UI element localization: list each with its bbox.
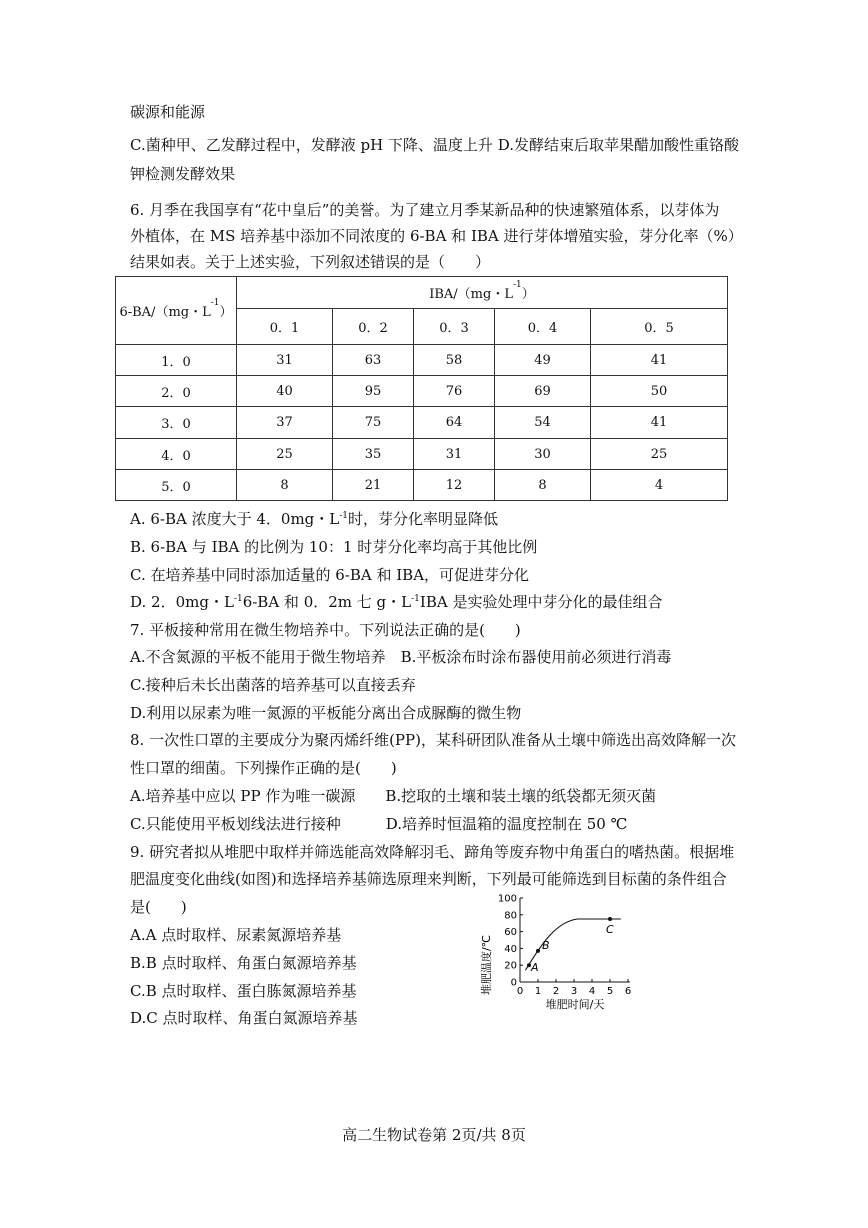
row-label: 3．0: [116, 407, 237, 439]
question-6-stem: 6. 月季在我国享有“花中皇后”的美誉。为了建立月季某新品种的快速繁殖体系，以芽体为: [130, 201, 720, 219]
table-cell: 31: [237, 345, 333, 376]
table-cell: 35: [333, 439, 414, 470]
option-d: D. 2．0mg・$L^{-1}6-BA$ 和 0．2m 七 g・$L^{-1}IBA$ 是实验处理中芽分化的最佳组合: [130, 593, 663, 611]
table-row: [116, 439, 728, 470]
table-row: [116, 345, 728, 376]
option-line: C.只能使用平板划线法进行接种 D.培养时恒温箱的温度控制在 50 ℃: [130, 815, 628, 833]
table-cell: 40: [237, 376, 333, 407]
option-b: B. 6-BA 与 IBA 的比例为 10：1 时芽分化率均高于其他比例: [130, 538, 538, 556]
table-cell: 75: [333, 407, 414, 439]
x-tick-label: 1: [534, 986, 542, 997]
table-row: [116, 376, 728, 407]
compost-temperature-figure: [478, 890, 648, 1015]
col-group-header: IBA/（mg・$L^{-1}$）: [237, 277, 728, 309]
table-row: [116, 407, 728, 439]
text-line: 碳源和能源: [130, 103, 206, 121]
option-line: C.接种后未长出菌落的培养基可以直接丢弃: [130, 676, 416, 694]
option-a: A. 6-BA 浓度大于 4．0mg・$L^{-1}$时，芽分化率明显降低: [130, 510, 499, 528]
row-label: 4．0: [116, 439, 237, 470]
question-9-stem: 9. 研究者拟从堆肥中取样并筛选能高效降解羽毛、蹄角等废弃物中角蛋白的嗜热菌。根据堆: [130, 843, 735, 861]
table-cell: 50: [591, 376, 728, 407]
question-9-stem: 肥温度变化曲线(如图)和选择培养基筛选原理来判断，下列最可能筛选到目标菌的条件组合: [130, 870, 727, 888]
table-cell: 8: [495, 470, 591, 501]
table-cell: 69: [495, 376, 591, 407]
row-label: 2．0: [116, 376, 237, 407]
y-tick-label: 20: [504, 960, 517, 972]
row-header-cell: 6-BA/（mg・$L^{-1}$）: [116, 277, 237, 345]
question-7-stem: 7. 平板接种常用在微生物培养中。下列说法正确的是( ): [130, 621, 521, 639]
option-line: D.利用以尿素为唯一氮源的平板能分离出合成脲酶的微生物: [130, 704, 522, 722]
table-cell: 21: [333, 470, 414, 501]
option-d: D.C 点时取样、角蛋白氮源培养基: [130, 1009, 358, 1027]
table-cell: 95: [333, 376, 414, 407]
option-c: C.B 点时取样、蛋白胨氮源培养基: [130, 982, 357, 1000]
option-c: C. 在培养基中同时添加适量的 6-BA 和 IBA，可促进芽分化: [130, 566, 530, 584]
table-cell: 58: [414, 345, 495, 376]
table-cell: 64: [414, 407, 495, 439]
bud-differentiation-table: [115, 276, 728, 501]
x-tick-label: 4: [588, 986, 596, 997]
col-header: 0．5: [591, 309, 728, 345]
y-tick-label: 60: [504, 927, 517, 939]
table-row: [116, 470, 728, 501]
table-cell: 30: [495, 439, 591, 470]
question-8-stem: 性口罩的细菌。下列操作正确的是( ): [130, 759, 397, 777]
question-6-stem: 外植体，在 MS 培养基中添加不同浓度的 6-BA 和 IBA 进行芽体增殖实验，芽分化率（%）: [130, 227, 743, 245]
question-9-stem: 是( ): [130, 898, 187, 916]
x-tick-label: 0: [516, 986, 524, 997]
table-cell: 49: [495, 345, 591, 376]
text-line: C.菌种甲、乙发酵过程中，发酵液 pH 下降、温度上升 D.发酵结束后取苹果醋加酸性重铬酸: [130, 136, 739, 154]
table-cell: 76: [414, 376, 495, 407]
option-line: A.培养基中应以 PP 作为唯一碳源 B.挖取的土壤和装土壤的纸袋都无须灭菌: [130, 787, 657, 805]
point-label: C: [606, 923, 614, 936]
table-cell: 25: [237, 439, 333, 470]
table-cell: 41: [591, 407, 728, 439]
row-label: 1．0: [116, 345, 237, 376]
point-label: B: [542, 938, 550, 952]
table-cell: 12: [414, 470, 495, 501]
table-cell: 8: [237, 470, 333, 501]
table-cell: 63: [333, 345, 414, 376]
point-B: [536, 949, 540, 953]
option-b: B.B 点时取样、角蛋白氮源培养基: [130, 954, 357, 972]
option-a: A.A 点时取样、尿素氮源培养基: [130, 926, 342, 944]
table-cell: 25: [591, 439, 728, 470]
table-cell: 54: [495, 407, 591, 439]
point-C: [608, 917, 612, 921]
question-8-stem: 8. 一次性口罩的主要成分为聚丙烯纤维(PP)，某科研团队准备从土壤中筛选出高效降解一次: [130, 731, 736, 749]
x-tick-label: 3: [570, 986, 578, 997]
option-line: A.不含氮源的平板不能用于微生物培养 B.平板涂布时涂布器使用前必须进行消毒: [130, 648, 672, 666]
y-axis-label: 堆肥温度/℃: [480, 934, 493, 996]
col-header: 0．4: [495, 309, 591, 345]
table-cell: 31: [414, 439, 495, 470]
table-cell: 41: [591, 345, 728, 376]
page-footer: 高二生物试卷第 2页/共 8页: [342, 1126, 526, 1144]
table-cell: 37: [237, 407, 333, 439]
col-header: 0．1: [237, 309, 333, 345]
col-header: 0．2: [333, 309, 414, 345]
question-6-stem: 结果如表。关于上述实验，下列叙述错误的是（ ）: [130, 253, 491, 271]
y-tick-label: 40: [504, 943, 517, 955]
y-tick-label: 80: [504, 910, 517, 922]
text-line: 钾检测发酵效果: [130, 165, 236, 183]
x-tick-label: 2: [552, 986, 560, 997]
row-label: 5．0: [116, 470, 237, 501]
x-tick-label: 6: [624, 986, 632, 997]
y-tick-label: 100: [497, 893, 517, 905]
col-header: 0．3: [414, 309, 495, 345]
table-cell: 4: [591, 470, 728, 501]
x-tick-label: 5: [606, 986, 614, 997]
point-label: A: [531, 961, 539, 975]
x-axis-label: 堆肥时间/天: [545, 998, 605, 1011]
y-tick-label: 0: [510, 977, 517, 989]
